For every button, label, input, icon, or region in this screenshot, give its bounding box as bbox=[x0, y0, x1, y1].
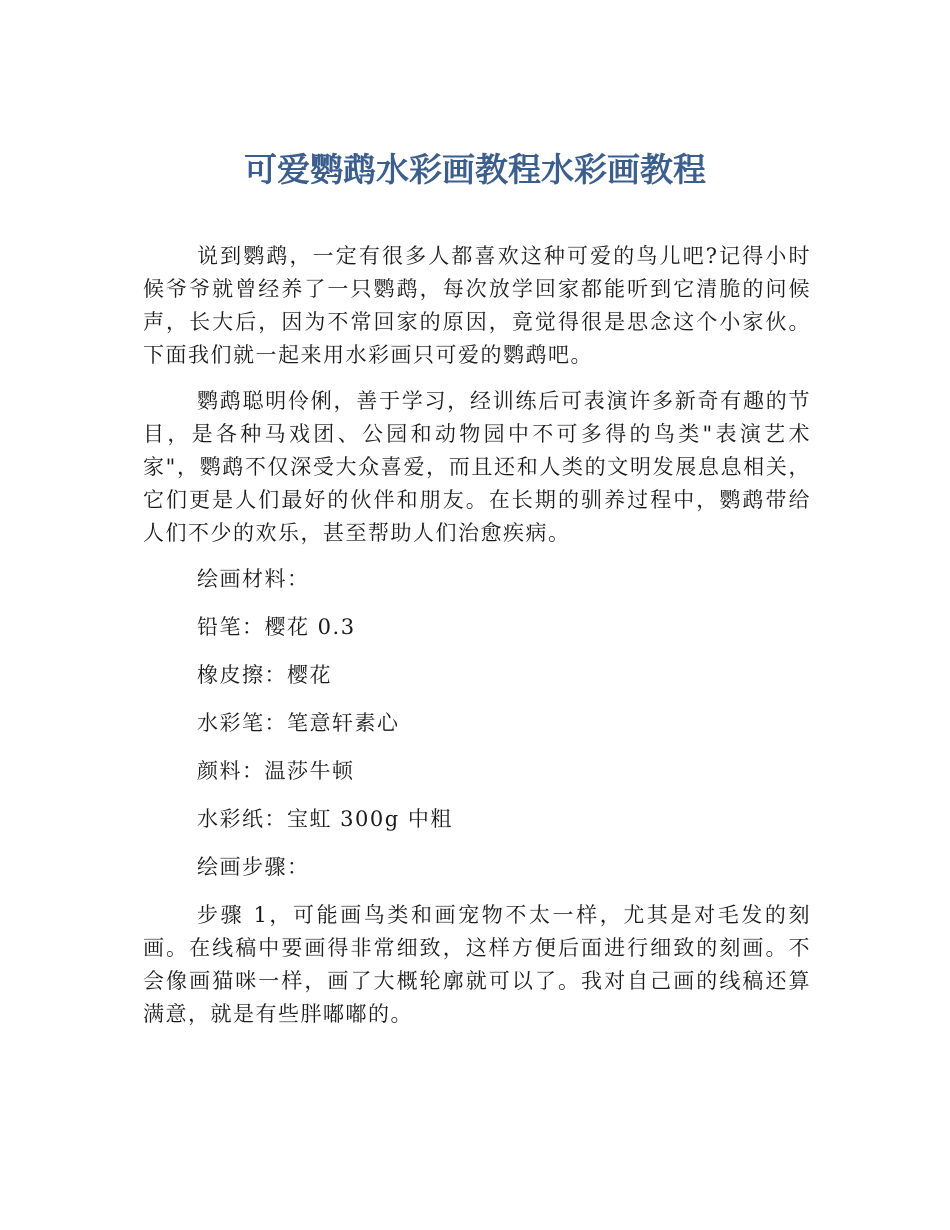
material-item-brush: 水彩笔：笔意轩素心 bbox=[197, 711, 400, 735]
steps-heading: 绘画步骤： bbox=[197, 855, 310, 879]
document-title: 可爱鹦鹉水彩画教程水彩画教程 bbox=[244, 150, 706, 189]
step-1-paragraph: 步骤 1，可能画鸟类和画宠物不太一样，尤其是对毛发的刻画。在线稿中要画得非常细致，这样方便后面进行细致的刻画。不会像画猫咪一样，画了大概轮廓就可以了。我对自己画的线稿还算满意，就是有些胖嘟嘟的。 bbox=[143, 903, 811, 1026]
material-item-eraser: 橡皮擦：樱花 bbox=[197, 663, 332, 687]
intro-paragraph: 说到鹦鹉，一定有很多人都喜欢这种可爱的鸟儿吧?记得小时候爷爷就曾经养了一只鹦鹉，每次放学回家都能听到它清脆的问候声，长大后，因为不常回家的原因，竟觉得很是思念这个小家伙。下面我们就一起来用水彩画只可爱的鹦鹉吧。 bbox=[143, 244, 811, 367]
materials-heading: 绘画材料： bbox=[197, 567, 310, 591]
material-item-paper: 水彩纸：宝虹 300g 中粗 bbox=[197, 807, 453, 831]
parrot-description-paragraph: 鹦鹉聪明伶俐，善于学习，经训练后可表演许多新奇有趣的节目，是各种马戏团、公园和动物园中不可多得的鸟类"表演艺术家"，鹦鹉不仅深受大众喜爱，而且还和人类的文明发展息息相关，它们更是人们最好的伙伴和朋友。在长期的驯养过程中，鹦鹉带给人们不少的欢乐，甚至帮助人们治愈疾病。 bbox=[143, 389, 811, 545]
material-item-paint: 颜料：温莎牛顿 bbox=[197, 759, 355, 783]
material-item-pencil: 铅笔：樱花 0.3 bbox=[197, 615, 356, 639]
document-body bbox=[143, 240, 811, 1044]
